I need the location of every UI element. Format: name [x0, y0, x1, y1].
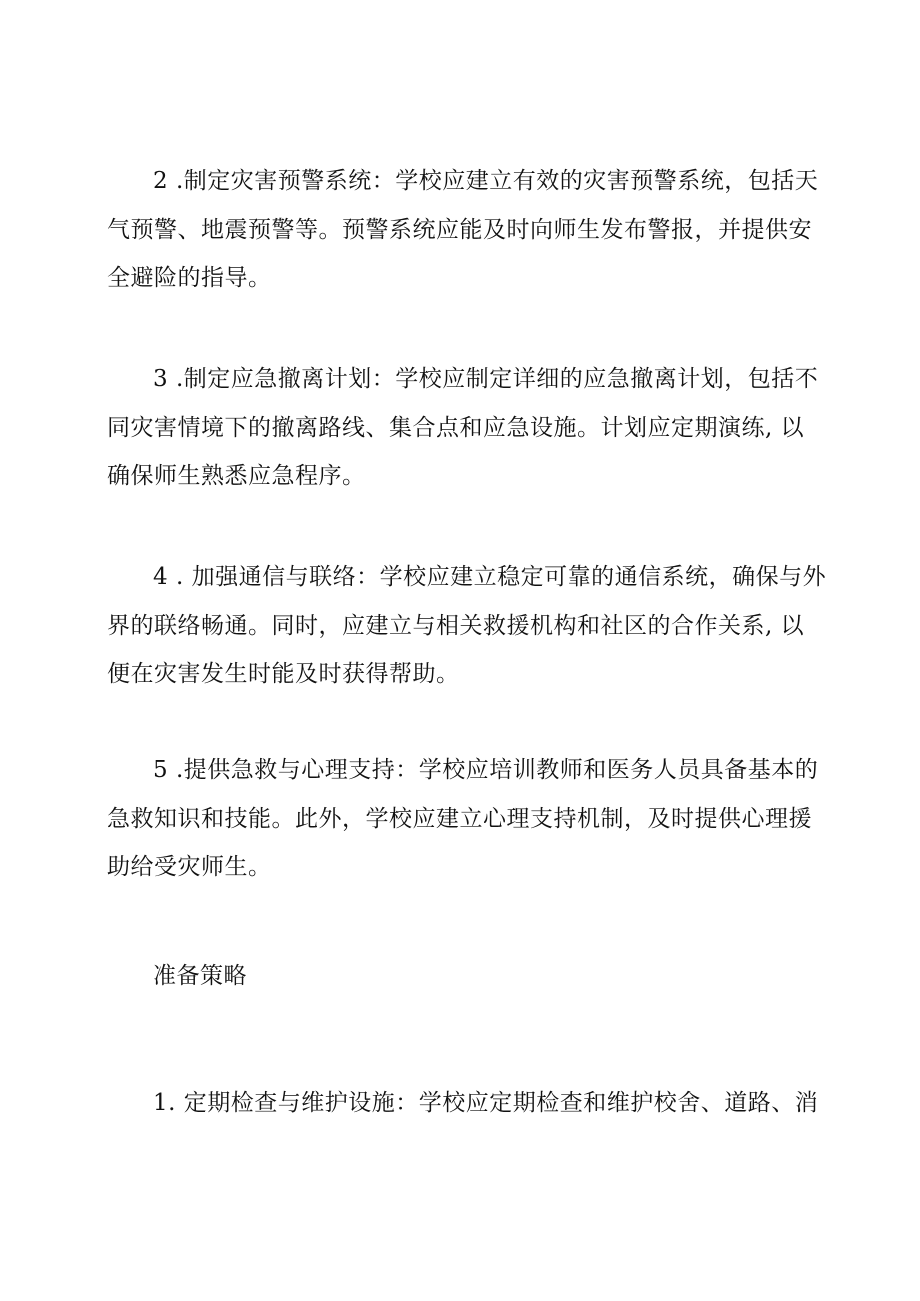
paragraph-text: .制定灾害预警系统：学校应建立有效的灾害预警系统，包括天气预警、地震预警等。预警系统应能及时向师生发布警报，并提供安全避险的指导。	[107, 168, 819, 291]
paragraph-item-2	[107, 157, 827, 303]
paragraph-text: 定期检查与维护设施：学校应定期检查和维护校舍、道路、消	[175, 1090, 819, 1116]
section-heading: 准备策略	[153, 963, 247, 989]
paragraph-item-3	[107, 355, 827, 501]
paragraph-text: .提供急救与心理支持：学校应培训教师和医务人员具备基本的急救知识和技能。此外，学校应建立心理支持机制，及时提供心理援助给受灾师生。	[107, 757, 819, 880]
paragraph-text: . 加强通信与联络：学校应建立稳定可靠的通信系统，确保与外界的联络畅通。同时，应建立与相关救援机构和社区的合作关系, 以便在灾害发生时能及时获得帮助。	[107, 564, 827, 687]
paragraph-item-4	[107, 553, 827, 699]
paragraph-text: .制定应急撤离计划：学校应制定详细的应急撤离计划，包括不同灾害情境下的撤离路线、集合点和应急设施。计划应定期演练, 以确保师生熟悉应急程序。	[107, 366, 819, 489]
paragraph-number: 3	[153, 366, 169, 392]
paragraph-item-5	[107, 746, 827, 892]
paragraph-number: 5	[153, 757, 169, 783]
paragraph-number: 4	[153, 564, 169, 590]
paragraph-item-1	[107, 1079, 827, 1128]
paragraph-number: 1.	[153, 1090, 176, 1116]
paragraph-number: 2	[153, 168, 169, 194]
